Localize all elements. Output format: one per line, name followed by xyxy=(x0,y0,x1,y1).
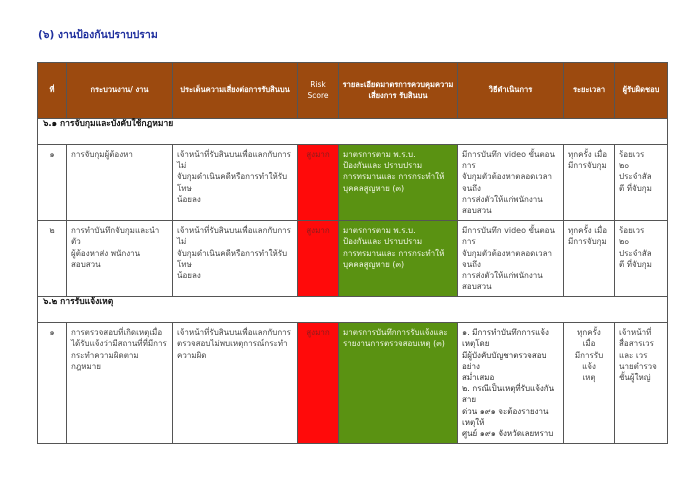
cell-process xyxy=(67,323,173,444)
text-line: ๑. มีการทำบันทึกการแจ้งเหตุโดย xyxy=(462,328,549,349)
header-owner: ผู้รับผิดชอบ xyxy=(615,63,668,119)
text-line: มาตรการตาม พ.ร.บ. xyxy=(343,226,416,236)
table-row xyxy=(38,145,668,221)
text-line: จับกุมดำเนินคดีหรือการทำให้รับโทษ xyxy=(177,172,288,193)
cell-measure xyxy=(339,323,458,444)
header-no: ที่ xyxy=(38,63,67,119)
cell-method xyxy=(458,221,564,297)
text-line: จับกุมตัวต้องหาตลอดเวลาจนถึง xyxy=(462,172,552,193)
text-line: มีการรับแจ้ง xyxy=(574,350,604,371)
text-line: มีการบันทึก video ขั้นตอนการ xyxy=(462,150,555,171)
text-line: การทำบันทึกจับกุมและนำตัว xyxy=(71,226,160,247)
text-line: ศูนย์ ๑๙๑ จังหวัดเลยทราบ xyxy=(462,428,554,438)
cell-risk-score: สูงมาก xyxy=(298,323,339,444)
cell-period xyxy=(564,323,615,444)
section-label: ๖.๑ การจับกุมและบังคับใช้กฎหมาย xyxy=(38,119,668,145)
cell-method xyxy=(458,323,564,444)
text-line: การทรมานและ การกระทำให้ xyxy=(343,248,445,258)
text-line: การจับกุมผู้ต้องหา xyxy=(71,150,133,159)
text-line: น้อยลง xyxy=(177,270,201,280)
text-line: กระทำความผิดตามกฎหมาย xyxy=(71,350,139,371)
header-method: วิธีดำเนินการ xyxy=(458,63,564,119)
cell-owner xyxy=(615,221,668,297)
section-label: ๖.๒ การรับแจ้งเหตุ xyxy=(38,297,668,323)
text-line: ๒๐ xyxy=(619,161,630,171)
text-line: บุคคลสูญหาย (๓) xyxy=(343,259,405,269)
text-line: เจ้าหน้าที่รับสินบนเพื่อแลกกับการ xyxy=(177,328,291,338)
text-line: มีผู้บังคับบัญชาตรวจสอบอย่าง xyxy=(462,350,547,371)
text-line: มีการจับกุม xyxy=(568,237,607,247)
text-line: ประจำสัล xyxy=(619,172,652,182)
header-measure: รายละเอียดมาตรการควบคุมความเสี่ยงการ รับสินบน xyxy=(339,63,458,119)
text-line: ป้องกันและ ปราบปราม xyxy=(343,237,423,247)
cell-risk-score: สูงมาก xyxy=(298,221,339,297)
header-period: ระยะเวลา xyxy=(564,63,615,119)
cell-process xyxy=(67,221,173,297)
cell-no: ๑ xyxy=(38,145,67,221)
table-row xyxy=(38,323,668,444)
cell-measure xyxy=(339,221,458,297)
cell-method xyxy=(458,145,564,221)
section-row xyxy=(38,297,668,323)
page-title: (๖) งานป้องกันปราบปราม xyxy=(38,29,158,41)
text-line: น้อยลง xyxy=(177,194,201,204)
text-line: ทุกครั้ง xyxy=(577,328,601,338)
cell-measure xyxy=(339,145,458,221)
table-row xyxy=(38,221,668,297)
text-line: ผู้ต้องหาส่ง พนักงานสอบสวน xyxy=(71,248,141,269)
text-line: ร้อยเวร xyxy=(619,150,645,159)
cell-period xyxy=(564,145,615,221)
cell-owner xyxy=(615,145,668,221)
text-line: ทุกครั้ง เมื่อ xyxy=(568,226,608,236)
cell-period xyxy=(564,221,615,297)
header-risk-score: Risk Score xyxy=(298,63,339,119)
text-line: การทรมานและ การกระทำให้ xyxy=(343,172,445,182)
text-line: ป้องกันและ ปราบปราม xyxy=(343,161,423,171)
text-line: ตี ที่จับกุม xyxy=(619,183,652,193)
text-line: ตรวจสอบไม่พบเหตุการณ์กระทำ xyxy=(177,339,288,349)
text-line: เหตุ xyxy=(582,373,596,382)
text-line: จับกุมตัวต้องหาตลอดเวลาจนถึง xyxy=(462,248,552,269)
table-header-row xyxy=(38,63,668,119)
text-line: และ เวร xyxy=(619,350,648,360)
cell-issue xyxy=(173,221,298,297)
section-row xyxy=(38,119,668,145)
text-line: ความผิด xyxy=(177,350,207,360)
text-line: นายตำรวจ xyxy=(619,361,657,371)
text-line: ตี ที่จับกุม xyxy=(619,259,652,269)
text-line: ได้รับแจ้งว่ามีสถานที่ที่มีการ xyxy=(71,339,167,349)
cell-process xyxy=(67,145,173,221)
text-line: ด่วน ๑๙๑ จะต้องรายงานเหตุให้ xyxy=(462,406,549,427)
header-issue: ประเด็นความเสี่ยงต่อการรับสินบน xyxy=(173,63,298,119)
text-line: ๒. กรณีเป็นเหตุที่รับแจ้งกันสาย xyxy=(462,384,555,405)
cell-issue xyxy=(173,145,298,221)
text-line: มาตรการตาม พ.ร.บ. xyxy=(343,150,416,159)
text-line: มีการบันทึก video ขั้นตอนการ xyxy=(462,226,555,247)
text-line: สม่ำเสมอ xyxy=(462,373,495,382)
text-line: สื่อสารเวร xyxy=(619,339,654,349)
cell-issue xyxy=(173,323,298,444)
text-line: ๒๐ xyxy=(619,237,630,247)
text-line: การตรวจสอบที่เกิดเหตุเมื่อ xyxy=(71,328,163,338)
cell-risk-score: สูงมาก xyxy=(298,145,339,221)
text-line: ชั้นผู้ใหญ่ xyxy=(619,373,651,382)
text-line: เจ้าหน้าที่รับสินบนเพื่อแลกกับการไม่ xyxy=(177,226,291,247)
text-line: เจ้าหน้าที่ xyxy=(619,328,652,338)
text-line: ประจำสัล xyxy=(619,248,652,258)
text-line: รายงานการตรวจสอบเหตุ (๓) xyxy=(343,339,445,349)
text-line: บุคคลสูญหาย (๓) xyxy=(343,183,405,193)
text-line: จับกุมดำเนินคดีหรือการทำให้รับโทษ xyxy=(177,248,288,269)
cell-owner xyxy=(615,323,668,444)
text-line: เมื่อ xyxy=(582,339,596,349)
risk-table xyxy=(37,62,668,444)
text-line: ร้อยเวร xyxy=(619,226,645,236)
text-line: เจ้าหน้าที่รับสินบนเพื่อแลกกับการไม่ xyxy=(177,150,291,171)
text-line: การส่งตัวให้แก่พนักงานสอบสวน xyxy=(462,270,543,292)
text-line: มีการจับกุม xyxy=(568,161,607,171)
cell-no: ๒ xyxy=(38,221,67,297)
text-line: การส่งตัวให้แก่พนักงานสอบสวน xyxy=(462,194,543,215)
text-line: มาตรการบันทึกการรับแจ้งและ xyxy=(343,328,448,338)
text-line: ทุกครั้ง เมื่อ xyxy=(568,150,608,159)
header-process: กระบวนงาน/ งาน xyxy=(67,63,173,119)
cell-no: ๑ xyxy=(38,323,67,444)
